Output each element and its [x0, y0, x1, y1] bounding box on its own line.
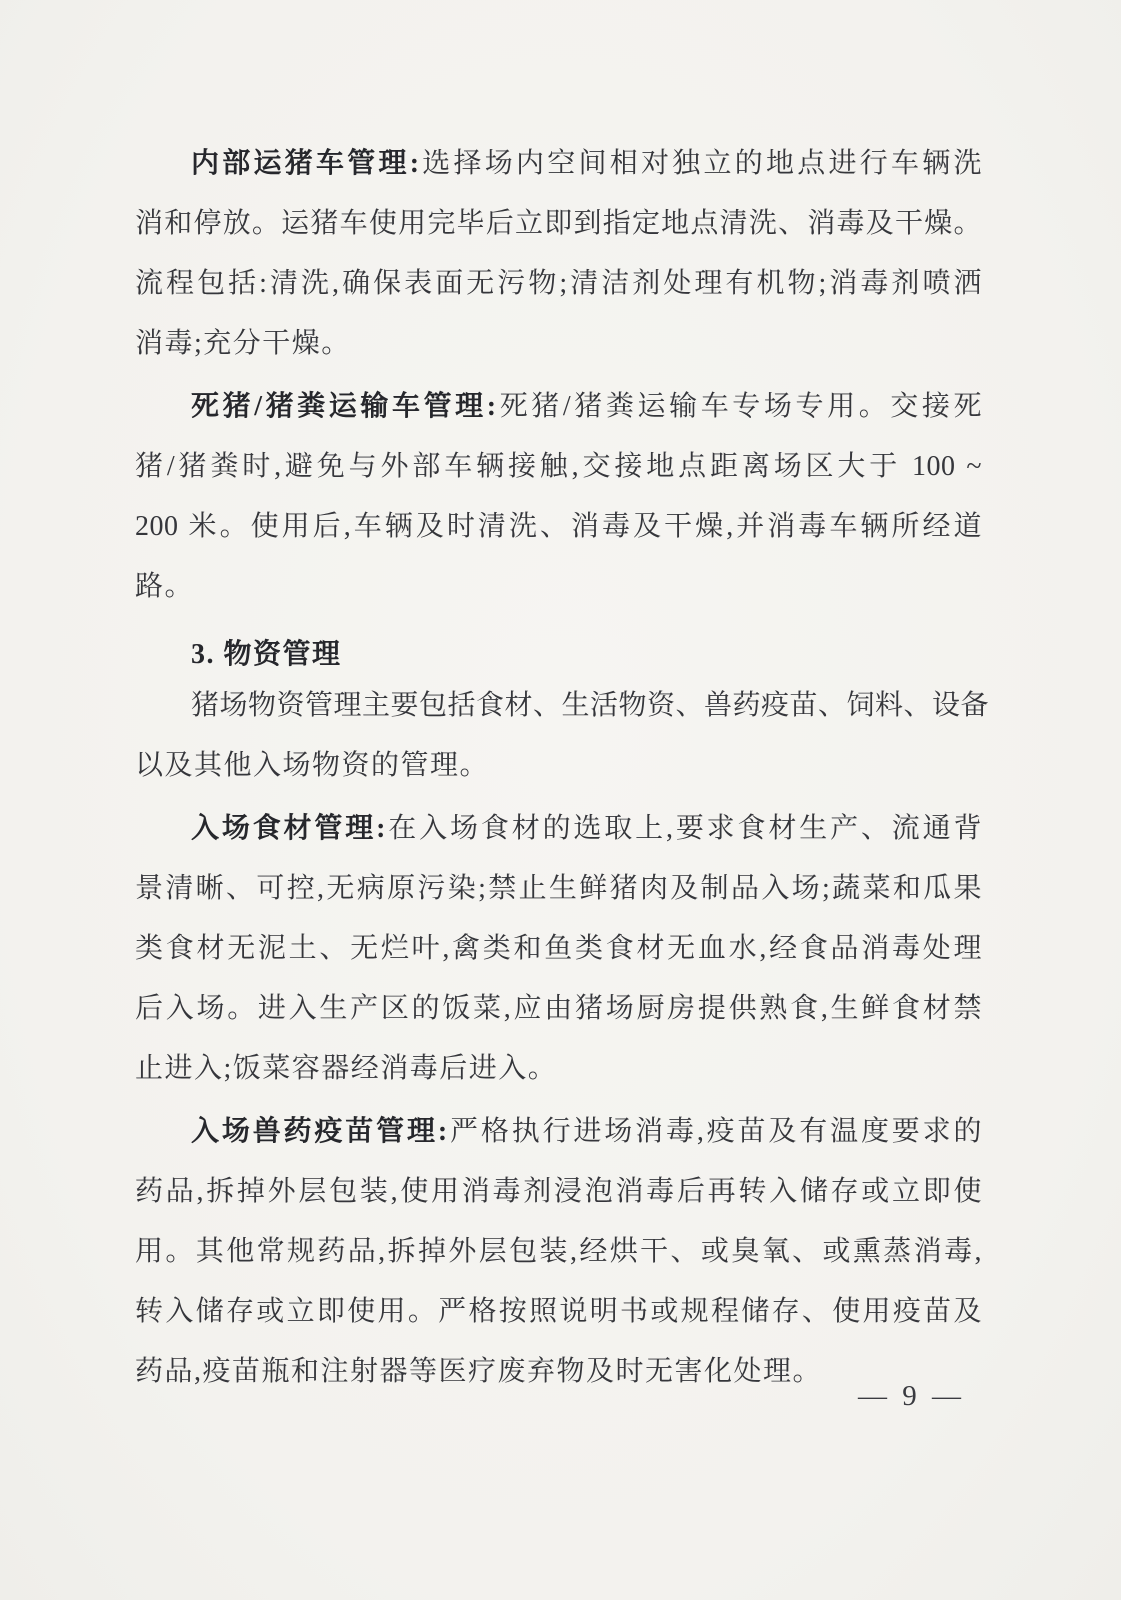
text-run: 用。其他常规药品,拆掉外层包装,经烘干、或臭氧、或熏蒸消毒,	[135, 1236, 982, 1267]
text-run: 200 米。使用后,车辆及时清洗、消毒及干燥,并消毒车辆所经道	[135, 511, 982, 542]
text-line	[135, 437, 982, 497]
text-column	[135, 134, 990, 1402]
text-line	[135, 859, 982, 919]
text-line	[135, 194, 982, 254]
text-run: 猪场物资管理主要包括食材、生活物资、兽药疫苗、饲料、设备	[191, 690, 990, 721]
text-run: 严格执行进场消毒,疫苗及有温度要求的	[447, 1116, 982, 1147]
text-run: 消和停放。运猪车使用完毕后立即到指定地点清洗、消毒及干燥。	[135, 208, 982, 239]
text-line	[135, 1102, 982, 1162]
text-line	[135, 557, 982, 617]
page-number: — 9 —	[858, 1380, 965, 1412]
text-line	[135, 1039, 982, 1099]
text-line	[135, 736, 982, 796]
text-line	[135, 676, 990, 736]
text-run: 消毒;充分干燥。	[135, 328, 351, 359]
paragraph-internal-pig-vehicle	[135, 134, 982, 374]
text-line	[135, 377, 982, 437]
text-line	[135, 1282, 982, 1342]
paragraph-lead: 死猪/猪粪运输车管理:	[191, 391, 497, 422]
heading-text: 3. 物资管理	[191, 639, 342, 670]
text-run: 后入场。进入生产区的饭菜,应由猪场厨房提供熟食,生鲜食材禁	[135, 993, 982, 1024]
paragraph-lead: 入场食材管理:	[191, 813, 386, 844]
text-line	[135, 497, 982, 557]
text-run: 猪/猪粪时,避免与外部车辆接触,交接地点距离场区大于 100 ~	[135, 451, 982, 482]
text-line	[135, 979, 982, 1039]
text-line	[135, 1342, 982, 1402]
text-line	[135, 134, 982, 194]
text-line	[135, 254, 982, 314]
text-run: 选择场内空间相对独立的地点进行车辆洗	[419, 148, 982, 179]
text-run: 路。	[135, 571, 195, 602]
text-line	[135, 1222, 982, 1282]
text-run: 药品,拆掉外层包装,使用消毒剂浸泡消毒后再转入储存或立即使	[135, 1176, 982, 1207]
paragraph-materials-overview	[135, 676, 990, 796]
text-line	[135, 919, 982, 979]
text-run: 死猪/猪粪运输车专场专用。交接死	[496, 391, 982, 422]
paragraph-incoming-food-materials	[135, 799, 982, 1099]
text-line	[135, 799, 982, 859]
text-run: 转入储存或立即使用。严格按照说明书或规程储存、使用疫苗及	[135, 1296, 982, 1327]
text-line	[135, 1162, 982, 1222]
text-run: 药品,疫苗瓶和注射器等医疗废弃物及时无害化处理。	[135, 1356, 823, 1387]
paragraph-incoming-vet-drug-vaccine	[135, 1102, 982, 1402]
paragraph-lead: 入场兽药疫苗管理:	[191, 1116, 448, 1147]
text-run: 流程包括:清洗,确保表面无污物;清洁剂处理有机物;消毒剂喷洒	[135, 268, 982, 299]
text-run: 以及其他入场物资的管理。	[135, 750, 490, 781]
text-run: 止进入;饭菜容器经消毒后进入。	[135, 1053, 558, 1084]
paragraph-dead-pig-manure-vehicle	[135, 377, 982, 617]
paragraph-lead: 内部运猪车管理:	[191, 148, 420, 179]
text-run: 类食材无泥土、无烂叶,禽类和鱼类食材无血水,经食品消毒处理	[135, 933, 982, 964]
text-run: 在入场食材的选取上,要求食材生产、流通背	[385, 813, 982, 844]
text-line	[135, 314, 982, 374]
text-run: 景清晰、可控,无病原污染;禁止生鲜猪肉及制品入场;蔬菜和瓜果	[135, 873, 982, 904]
